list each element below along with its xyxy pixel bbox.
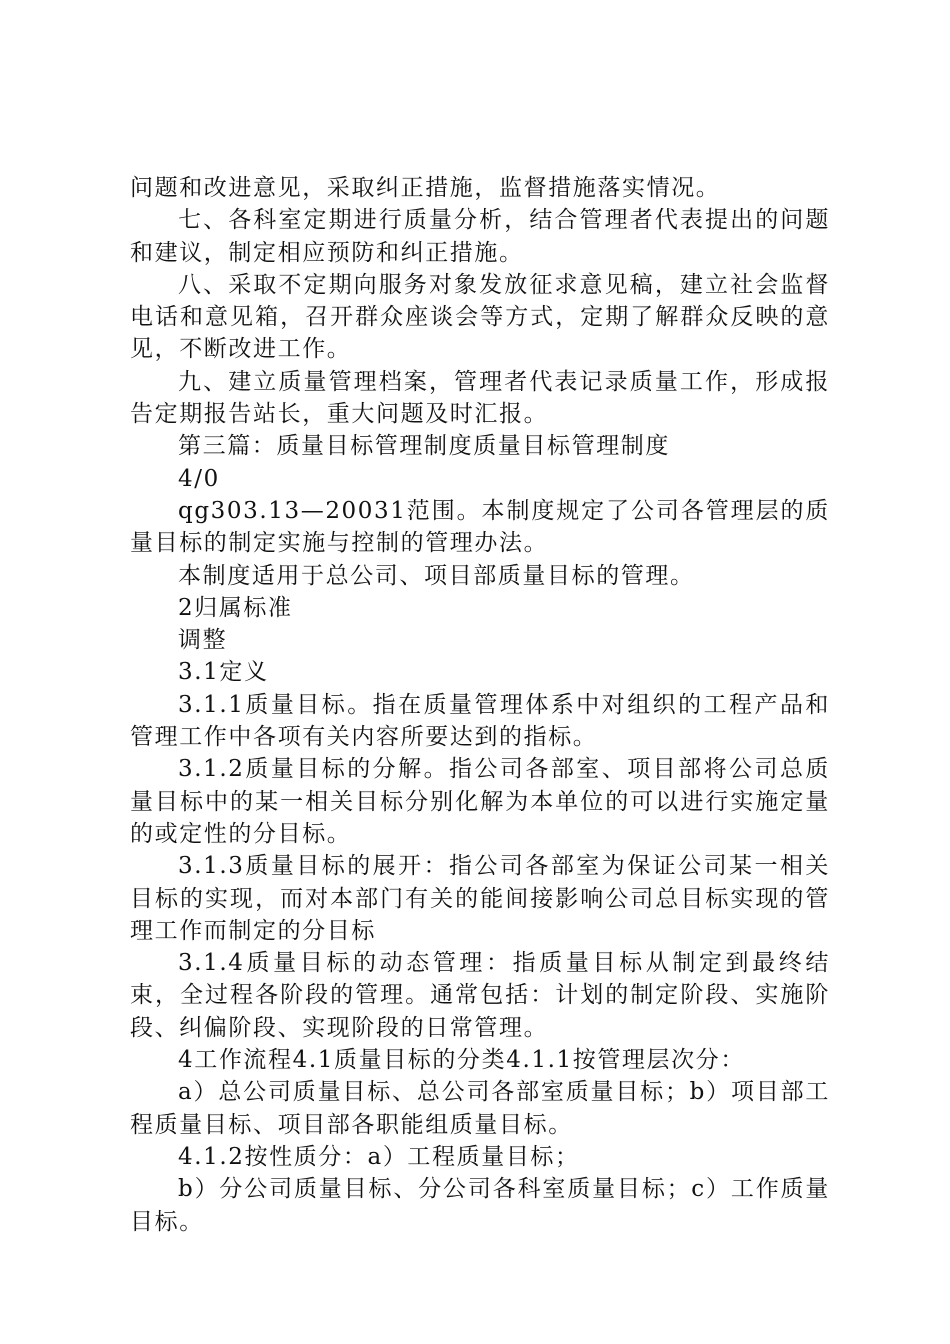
paragraph: 4.1.2按性质分：a）工程质量目标； bbox=[178, 1143, 580, 1170]
document-body bbox=[130, 172, 830, 1238]
paragraph: 2归属标准 bbox=[178, 594, 293, 621]
paragraph: 本制度适用于总公司、项目部质量目标的管理。 bbox=[178, 562, 695, 589]
paragraph: 3.1.4质量目标的动态管理：指质量目标从制定到最终结束，全过程各阶段的管理。通常包括：计划的制定阶段、实施阶段、纠偏阶段、实现阶段的日常管理。 bbox=[130, 950, 830, 1041]
paragraph: qg303.13—20031范围。本制度规定了公司各管理层的质量目标的制定实施与控制的管理办法。 bbox=[130, 497, 830, 557]
paragraph: 3.1.3质量目标的展开：指公司各部室为保证公司某一相关目标的实现，而对本部门有关的能间接影响公司总目标实现的管理工作而制定的分目标 bbox=[130, 853, 830, 944]
paragraph: 4工作流程4.1质量目标的分类4.1.1按管理层次分： bbox=[178, 1047, 745, 1074]
section-heading: 第三篇：质量目标管理制度质量目标管理制度 bbox=[178, 433, 670, 460]
paragraph: b）分公司质量目标、分公司各科室质量目标；c）工作质量目标。 bbox=[130, 1176, 830, 1235]
paragraph: 问题和改进意见，采取纠正措施，监督措施落实情况。 bbox=[130, 175, 721, 201]
paragraph: 九、建立质量管理档案，管理者代表记录质量工作，形成报告定期报告站长，重大问题及时汇报。 bbox=[130, 368, 830, 428]
paragraph: 七、各科室定期进行质量分析，结合管理者代表提出的问题和建议，制定相应预防和纠正措施。 bbox=[130, 207, 830, 266]
paragraph: 3.1.1质量目标。指在质量管理体系中对组织的工程产品和管理工作中各项有关内容所要达到的指标。 bbox=[130, 691, 830, 751]
paragraph: 八、采取不定期向服务对象发放征求意见稿，建立社会监督电话和意见箱，召开群众座谈会等方式，定期了解群众反映的意见，不断改进工作。 bbox=[130, 271, 830, 363]
paragraph: 4/0 bbox=[178, 465, 220, 492]
paragraph: 3.1定义 bbox=[178, 659, 269, 686]
paragraph: 调整 bbox=[178, 627, 228, 654]
paragraph: a）总公司质量目标、总公司各部室质量目标；b）项目部工程质量目标、项目部各职能组质量目标。 bbox=[130, 1079, 830, 1138]
paragraph: 3.1.2质量目标的分解。指公司各部室、项目部将公司总质量目标中的某一相关目标分别化解为本单位的可以进行实施定量的或定性的分目标。 bbox=[130, 756, 830, 847]
